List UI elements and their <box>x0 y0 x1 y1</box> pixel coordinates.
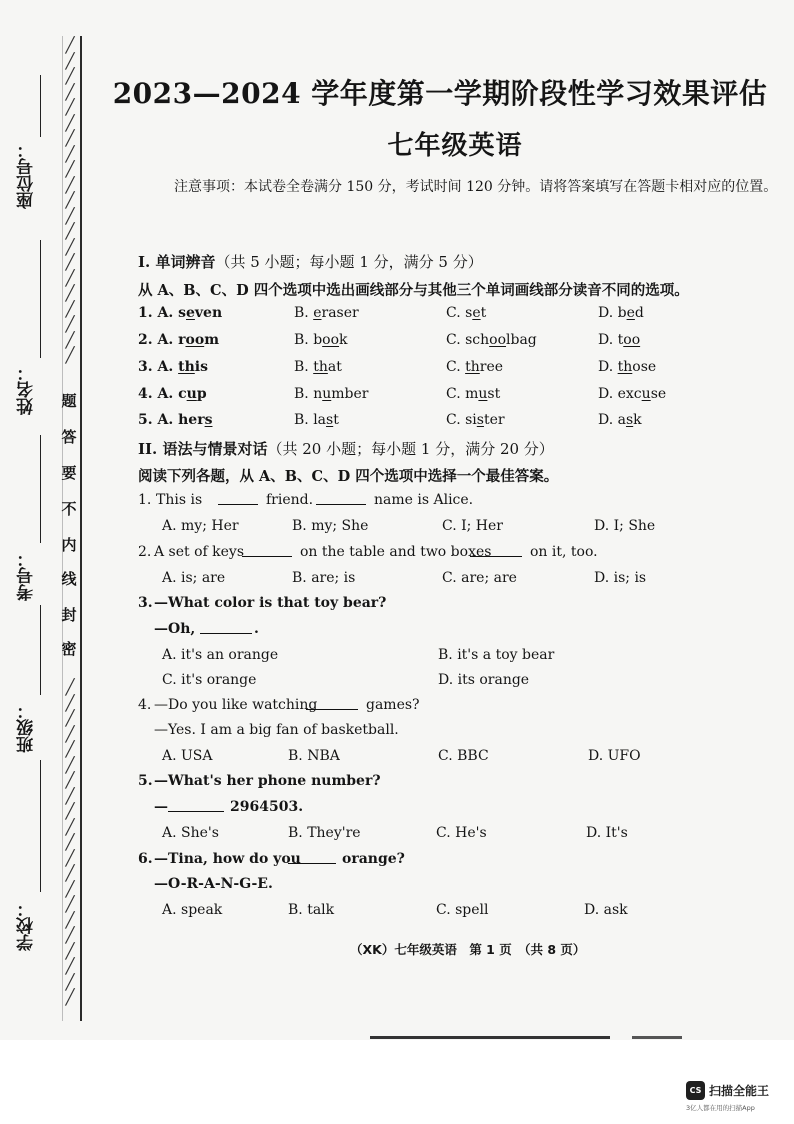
q6-line-1b: orange? <box>342 851 405 867</box>
word-suffix: lbag <box>506 332 537 348</box>
q2-part-2: on the table and two boxes <box>300 544 492 560</box>
q4-options <box>138 748 778 770</box>
underlined-letters: oo <box>623 332 641 348</box>
section-2-instruction: 阅读下列各题，从 A、B、C、D 四个选项中选择一个最佳答案。 <box>138 468 559 485</box>
q3-options-row-2 <box>138 672 778 694</box>
underlined-letters: e <box>626 305 635 321</box>
q3-option-c: C. it's orange <box>162 672 257 688</box>
word-prefix: C. <box>446 359 466 375</box>
q2-option-d: D. is; is <box>594 570 647 586</box>
s1-item-number: 4. <box>138 386 153 402</box>
underlined-letters: s <box>625 412 634 428</box>
q5-number: 5. <box>138 773 153 789</box>
notice-text: 注意事项：本试卷全卷满分 150 分，考试时间 120 分钟。请将答案填写在答题卡相对应的位置。 <box>174 179 778 195</box>
word-prefix: C. si <box>446 412 477 428</box>
word-prefix: C. s <box>446 305 473 321</box>
word-suffix: ree <box>479 359 504 375</box>
scan-artifact-bar-2 <box>632 1036 682 1039</box>
page-bottom-margin <box>0 1040 794 1124</box>
q3-blank <box>200 621 252 634</box>
word-suffix: t <box>333 412 339 428</box>
q6-line-2: —O-R-A-N-G-E. <box>154 876 273 892</box>
s1-item-1-option-d <box>598 305 644 321</box>
q2-part-3: on it, too. <box>530 544 598 560</box>
word-suffix: at <box>327 359 342 375</box>
word-prefix: A. c <box>157 386 187 402</box>
seal-char-6: 线 <box>61 570 77 588</box>
q1-options <box>138 518 778 540</box>
question-5 <box>138 773 778 795</box>
q3-answer-line <box>138 621 778 643</box>
underlined-letters: oo <box>322 332 340 348</box>
q6-option-a: A. speak <box>162 902 223 918</box>
q5-option-b: B. They're <box>288 825 361 841</box>
scanner-watermark <box>686 1081 786 1115</box>
seal-char-7: 封 <box>61 606 77 624</box>
q2-part-1: A set of keys <box>154 544 245 560</box>
section-1-item-3 <box>138 359 778 381</box>
q2-blank-2 <box>470 544 522 557</box>
q1-option-c: C. I; Her <box>442 518 503 534</box>
exam-number-line <box>40 435 41 543</box>
underlined-letters: e <box>186 305 195 321</box>
watermark-tagline: 3亿人都在用的扫描App <box>686 1104 755 1112</box>
s1-item-5-option-b <box>294 412 339 428</box>
q1-part-2: friend. <box>266 492 314 508</box>
s1-item-number: 5. <box>138 412 153 428</box>
exam-notice <box>142 174 782 200</box>
section-1-heading <box>138 251 483 272</box>
word-suffix: se <box>650 386 667 402</box>
school-line <box>40 760 41 892</box>
word-suffix: is <box>194 359 208 375</box>
q3-option-d: D. its orange <box>438 672 530 688</box>
section-1-instruction: 从 A、B、C、D 四个选项中选出画线部分与其他三个单词画线部分读音不同的选项。 <box>138 282 689 299</box>
seal-char-1: 题 <box>61 392 77 410</box>
question-6 <box>138 851 778 873</box>
underlined-letters: th <box>617 359 633 375</box>
q5-option-d: D. It's <box>586 825 628 841</box>
q6-answer-line <box>138 876 778 898</box>
q5-line-2b: 2964503. <box>230 799 304 815</box>
q3-line-2: —Oh, <box>154 621 196 637</box>
binding-slashes-bottom: ╱ ╱ ╱ ╱ ╱ ╱ ╱ ╱ ╱ ╱ ╱ ╱ ╱ ╱ ╱ ╱ ╱ ╱ ╱ ╱ ╱ <box>65 678 75 1006</box>
q6-option-b: B. talk <box>288 902 335 918</box>
q1-option-a: A. my; Her <box>162 518 239 534</box>
q5-answer-line <box>138 799 778 821</box>
word-suffix: ose <box>632 359 657 375</box>
s1-item-2-option-d <box>598 332 640 348</box>
seal-char-2: 答 <box>61 428 77 446</box>
underlined-letters: u <box>478 386 488 402</box>
q2-blank-1 <box>242 544 292 557</box>
exam-subtitle: 七年级英语 <box>387 131 523 161</box>
q4-option-a: A. USA <box>162 748 213 764</box>
seal-char-8: 密 <box>61 640 77 658</box>
seal-char-3: 要 <box>61 464 77 482</box>
underlined-letters: th <box>465 359 480 375</box>
q6-option-d: D. ask <box>584 902 628 918</box>
s1-item-2-option-b <box>294 332 348 348</box>
q6-blank <box>288 851 336 864</box>
word-suffix: ter <box>483 412 505 428</box>
q4-answer-line <box>138 722 778 744</box>
s1-item-4-option-b <box>294 386 368 402</box>
s1-item-number: 2. <box>138 332 153 348</box>
q3-option-a: A. it's an orange <box>162 647 279 663</box>
exam-number-label: 考号： <box>17 550 37 602</box>
q1-blank-1 <box>218 492 258 505</box>
word-prefix: D. b <box>598 305 627 321</box>
page-footer: （XK）七年级英语 第 1 页 （共 8 页） <box>350 942 586 957</box>
underlined-letters: th <box>178 359 195 375</box>
s1-item-2-option-a <box>138 332 219 348</box>
s1-item-4-option-c <box>446 386 500 402</box>
word-prefix: C. m <box>446 386 479 402</box>
word-prefix: B. <box>294 305 314 321</box>
q5-line-2a: — <box>154 799 168 815</box>
q5-option-a: A. She's <box>162 825 219 841</box>
word-prefix: D. a <box>598 412 626 428</box>
q1-part-3: name is Alice. <box>374 492 474 508</box>
underlined-letters: u <box>186 386 197 402</box>
q2-option-b: B. are; is <box>292 570 356 586</box>
class-line <box>40 605 41 695</box>
section-1-item-1 <box>138 305 778 327</box>
q6-options <box>138 902 778 924</box>
section-1-title: I. 单词辨音 <box>138 253 216 271</box>
word-prefix: B. la <box>294 412 327 428</box>
word-prefix: D. <box>598 359 618 375</box>
s1-item-number: 3. <box>138 359 153 375</box>
word-suffix: k <box>339 332 348 348</box>
q4-line-1b: games? <box>366 697 420 713</box>
section-1-item-5 <box>138 412 778 434</box>
word-prefix: D. t <box>598 332 624 348</box>
s1-item-1-option-a <box>138 305 222 321</box>
s1-item-5-option-d <box>598 412 642 428</box>
q3-period: . <box>254 621 259 637</box>
q6-line-1a: —Tina, how do you <box>154 851 301 867</box>
q5-options <box>138 825 778 847</box>
binding-slashes-top: ╱ ╱ ╱ ╱ ╱ ╱ ╱ ╱ ╱ ╱ ╱ ╱ ╱ ╱ ╱ ╱ ╱ ╱ ╱ ╱ ╱ <box>65 36 75 364</box>
s1-item-3-option-d <box>598 359 656 375</box>
underlined-letters: u <box>641 386 651 402</box>
s1-item-4-option-a <box>138 386 207 402</box>
section-2-note: （共 20 小题；每小题 1 分，满分 20 分） <box>267 440 554 458</box>
s1-item-4-option-d <box>598 386 666 402</box>
seal-char-5: 内 <box>61 536 77 554</box>
underlined-letters: u <box>322 386 332 402</box>
q5-blank <box>168 799 224 812</box>
word-prefix: A. <box>157 359 179 375</box>
q4-line-1a: —Do you like watching <box>154 697 318 713</box>
word-prefix: B. <box>294 359 314 375</box>
q4-blank <box>306 697 358 710</box>
s1-item-3-option-c <box>446 359 503 375</box>
word-suffix: st <box>487 386 501 402</box>
q6-option-c: C. spell <box>436 902 489 918</box>
underlined-letters: s <box>476 412 484 428</box>
s1-item-2-option-c <box>446 332 537 348</box>
q4-line-2: —Yes. I am a big fan of basketball. <box>154 722 399 738</box>
word-suffix: k <box>633 412 642 428</box>
word-suffix: m <box>204 332 220 348</box>
s1-item-number: 1. <box>138 305 153 321</box>
q3-options-row-1 <box>138 647 778 669</box>
s1-item-5-option-c <box>446 412 505 428</box>
seat-number-label: 座位号： <box>17 141 37 209</box>
q1-part-1: This is <box>156 492 203 508</box>
word-prefix: D. exc <box>598 386 642 402</box>
q1-option-d: D. I; She <box>594 518 656 534</box>
word-prefix: B. b <box>294 332 323 348</box>
word-prefix: A. r <box>157 332 186 348</box>
section-1-item-2 <box>138 332 778 354</box>
s1-item-1-option-c <box>446 305 486 321</box>
underlined-letters: th <box>313 359 328 375</box>
exam-title: 2023—2024 学年度第一学期阶段性学习效果评估 <box>112 77 768 110</box>
name-label: 姓名： <box>17 364 37 416</box>
q5-option-c: C. He's <box>436 825 487 841</box>
word-suffix: p <box>196 386 207 402</box>
section-1-note: （共 5 小题；每小题 1 分，满分 5 分） <box>215 253 483 271</box>
scan-artifact-bar <box>370 1036 610 1039</box>
word-prefix: A. s <box>157 305 186 321</box>
q2-option-a: A. is; are <box>162 570 226 586</box>
s1-item-1-option-b <box>294 305 359 321</box>
class-label: 班级： <box>17 702 37 754</box>
word-suffix: t <box>480 305 487 321</box>
q4-option-d: D. UFO <box>588 748 641 764</box>
q3-line-1: —What color is that toy bear? <box>154 595 387 611</box>
question-2 <box>138 544 778 566</box>
q5-line-1: —What's her phone number? <box>154 773 381 789</box>
word-suffix: mber <box>331 386 369 402</box>
q4-number: 4. <box>138 697 152 713</box>
underlined-letters: oo <box>185 332 205 348</box>
section-1-item-4 <box>138 386 778 408</box>
q2-options <box>138 570 778 592</box>
s1-item-3-option-a <box>138 359 208 375</box>
q2-number: 2. <box>138 544 152 560</box>
section-2-title: II. 语法与情景对话 <box>138 440 268 458</box>
binding-line <box>80 36 82 1021</box>
camscanner-logo-icon: CS <box>686 1081 705 1100</box>
name-line <box>40 240 41 358</box>
word-prefix: A. her <box>157 412 205 428</box>
school-label: 学校： <box>17 900 37 952</box>
underlined-letters: s <box>204 412 213 428</box>
question-4 <box>138 697 778 719</box>
seal-char-4: 不 <box>61 500 77 518</box>
underlined-letters: s <box>326 412 334 428</box>
section-2-heading <box>138 438 554 459</box>
q6-number: 6. <box>138 851 153 867</box>
underlined-letters: e <box>472 305 481 321</box>
s1-item-3-option-b <box>294 359 342 375</box>
q1-blank-2 <box>316 492 366 505</box>
q2-option-c: C. are; are <box>442 570 517 586</box>
underlined-letters: oo <box>489 332 507 348</box>
watermark-app-name: 扫描全能王 <box>709 1084 770 1098</box>
q4-option-b: B. NBA <box>288 748 340 764</box>
underlined-letters: e <box>313 305 322 321</box>
q1-number: 1. <box>138 492 152 508</box>
q3-number: 3. <box>138 595 153 611</box>
word-prefix: B. n <box>294 386 323 402</box>
question-1 <box>138 492 778 514</box>
word-prefix: C. sch <box>446 332 490 348</box>
q1-option-b: B. my; She <box>292 518 369 534</box>
s1-item-5-option-a <box>138 412 212 428</box>
word-suffix: ven <box>194 305 223 321</box>
question-3 <box>138 595 778 617</box>
q4-option-c: C. BBC <box>438 748 489 764</box>
word-suffix: raser <box>321 305 359 321</box>
word-suffix: d <box>634 305 644 321</box>
q3-option-b: B. it's a toy bear <box>438 647 555 663</box>
